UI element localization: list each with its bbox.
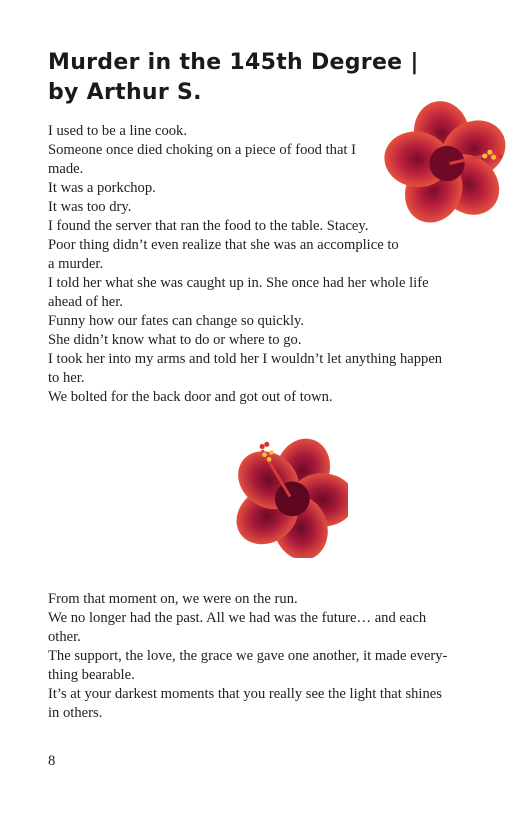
text-line: From that moment on, we were on the run. xyxy=(48,591,298,607)
text-line: We no longer had the past. All we had was the future… and each xyxy=(48,610,427,626)
title-line-1: Murder in the 145th Degree | xyxy=(48,50,419,75)
text-line: It’s at your darkest moments that you really see the light that shines xyxy=(48,686,442,702)
text-line: She didn’t know what to do or where to go. xyxy=(48,332,302,348)
text-line: It was a porkchop. xyxy=(48,180,156,196)
story-section-2 xyxy=(48,590,484,723)
text-line: We bolted for the back door and got out of town. xyxy=(48,389,333,405)
text-line: to her. xyxy=(48,370,85,386)
text-line: ahead of her. xyxy=(48,294,123,310)
title-line-2: by Arthur S. xyxy=(48,80,202,105)
text-line: I took her into my arms and told her I wouldn’t let anything happen xyxy=(48,351,443,367)
text-line: made. xyxy=(48,161,84,177)
hibiscus-flower-icon xyxy=(232,428,348,558)
page-number: 8 xyxy=(48,753,56,769)
text-line: thing bearable. xyxy=(48,667,135,683)
text-line: I found the server that ran the food to the table. Stacey. xyxy=(48,218,369,234)
text-line: in others. xyxy=(48,705,103,721)
text-line: Funny how our fates can change so quickly. xyxy=(48,313,305,329)
text-line: I told her what she was caught up in. She once had her whole life xyxy=(48,275,429,291)
text-line: a murder. xyxy=(48,256,104,272)
text-line: Someone once died choking on a piece of food that I xyxy=(48,142,356,158)
text-line: The support, the love, the grace we gave one another, it made every- xyxy=(48,648,448,664)
hibiscus-flower-icon xyxy=(384,98,510,224)
text-line: Poor thing didn’t even realize that she was an accomplice to xyxy=(48,237,399,253)
text-line: I used to be a line cook. xyxy=(48,123,188,139)
text-line: other. xyxy=(48,629,81,645)
text-line: It was too dry. xyxy=(48,199,132,215)
